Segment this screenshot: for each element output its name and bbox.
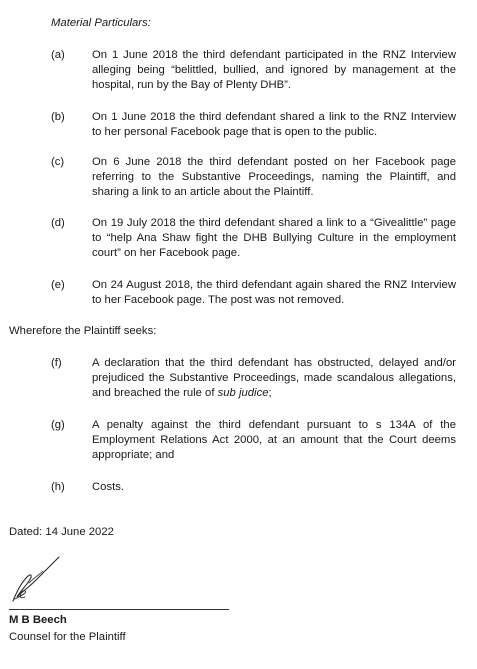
text-line: On 1 June 2018 the third defendant shared a link to the RNZ Interview xyxy=(92,111,456,123)
text-line: Employment Relations Act 2000, at an amount that the Court deems xyxy=(92,434,456,446)
text-line: appropriate; and xyxy=(92,449,175,461)
text-fragment: ; xyxy=(268,387,272,399)
text-line: to “help Ana Shaw fight the DHB Bullying Culture in the employment xyxy=(92,232,456,244)
item-label: (a) xyxy=(51,49,65,61)
item-label: (h) xyxy=(51,481,65,493)
item-label: (b) xyxy=(51,111,65,123)
text-line xyxy=(92,386,456,401)
item-text xyxy=(92,155,456,200)
signature-image xyxy=(9,553,69,605)
item-label: (d) xyxy=(51,217,65,229)
item-text xyxy=(92,216,456,261)
item-text xyxy=(92,48,456,93)
wherefore-heading: Wherefore the Plaintiff seeks: xyxy=(9,325,157,337)
text-line: sharing a link to an article about the Plaintiff. xyxy=(92,186,314,198)
signature-line xyxy=(9,609,229,610)
item-label: (c) xyxy=(51,156,65,168)
text-line: A penalty against the third defendant pursuant to s 134A of the xyxy=(92,419,456,431)
date-line: Dated: 14 June 2022 xyxy=(9,526,114,538)
item-text xyxy=(92,418,456,463)
text-line: On 6 June 2018 the third defendant posted on her Facebook page xyxy=(92,156,456,168)
text-line: alleging being “belittled, bullied, and ignored by management at the xyxy=(92,64,456,76)
text-line: referring to the Substantive Proceedings, naming the Plaintiff, and xyxy=(92,171,456,183)
item-text xyxy=(92,480,456,495)
text-line: to her Facebook page. The post was not removed. xyxy=(92,294,345,306)
text-line: On 19 July 2018 the third defendant shared a link to a “Givealittle” page xyxy=(92,217,456,229)
text-line: hospital, run by the Bay of Plenty DHB”. xyxy=(92,79,292,91)
text-line: Costs. xyxy=(92,481,125,493)
item-text xyxy=(92,110,456,140)
item-text xyxy=(92,356,456,401)
italic-term: sub judice xyxy=(217,387,269,399)
material-particulars-heading: Material Particulars: xyxy=(51,17,151,29)
text-line: prejudiced the Substantive Proceedings, made scandalous allegations, xyxy=(92,372,456,384)
item-label: (f) xyxy=(51,357,62,369)
signer-name: M B Beech xyxy=(9,614,67,626)
text-line: A declaration that the third defendant has obstructed, delayed and/or xyxy=(92,357,456,369)
text-line: to her personal Facebook page that is open to the public. xyxy=(92,126,378,138)
text-line: court” on her Facebook page. xyxy=(92,247,241,259)
text-line: On 1 June 2018 the third defendant participated in the RNZ Interview xyxy=(92,49,456,61)
item-text xyxy=(92,278,456,308)
item-label: (e) xyxy=(51,279,65,291)
item-label: (g) xyxy=(51,419,65,431)
text-line: On 24 August 2018, the third defendant again shared the RNZ Interview xyxy=(92,279,456,291)
signer-role: Counsel for the Plaintiff xyxy=(9,631,126,643)
text-fragment: and breached the rule of xyxy=(92,387,218,399)
